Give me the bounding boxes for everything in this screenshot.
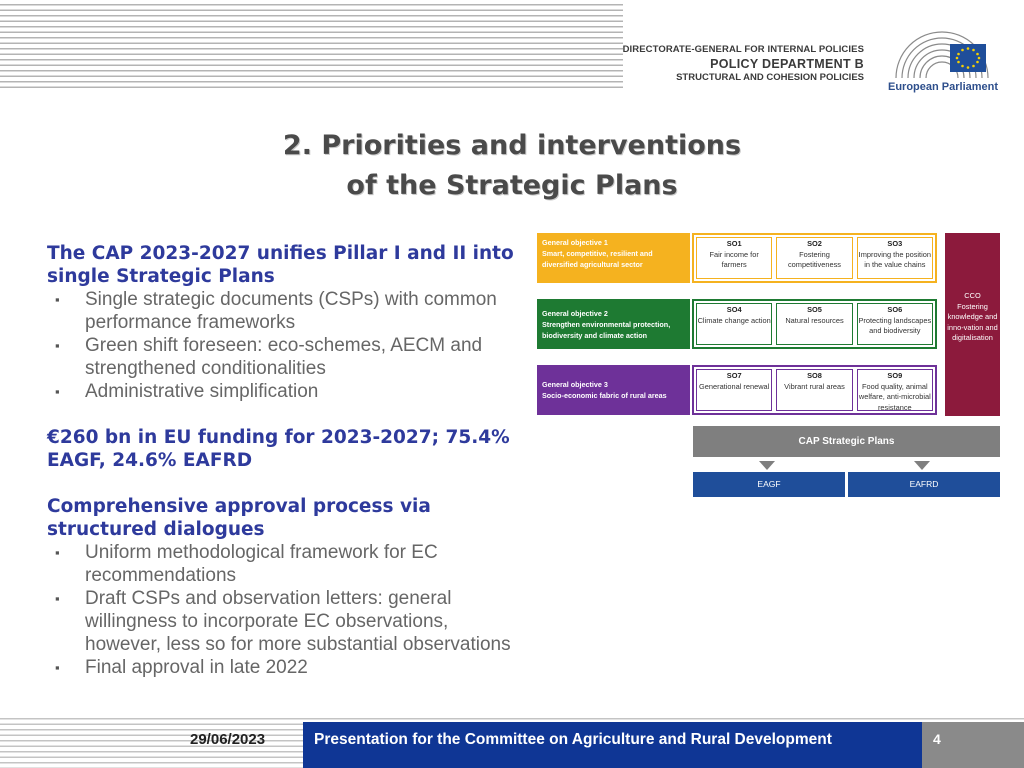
heading-funding: €260 bn in EU funding for 2023-2027; 75.4% EAGF, 24.6% EAFRD	[47, 427, 510, 471]
so-box: SO3 Improving the position in the value chains	[857, 237, 933, 279]
so-row-1	[692, 233, 937, 283]
page-number: 4	[922, 722, 1024, 768]
arrow-down-icon	[759, 461, 775, 470]
european-parliament-logo-icon	[892, 28, 992, 80]
footer-presentation-title: Presentation for the Committee on Agriculture and Rural Development	[303, 722, 922, 768]
so-box: SO2 Fostering competitiveness	[776, 237, 852, 279]
heading-approval: Comprehensive approval process via structured dialogues	[47, 496, 431, 540]
so-box: SO1 Fair income for farmers	[696, 237, 772, 279]
department-name: POLICY DEPARTMENT B	[710, 57, 864, 71]
arrow-down-icon	[914, 461, 930, 470]
header-stripes	[0, 0, 623, 88]
go2-title: General objective 2	[542, 309, 608, 318]
so-box: SO9 Food quality, animal welfare, anti-microbial resistance	[857, 369, 933, 411]
so-box: SO6 Protecting landscapes and biodiversity	[857, 303, 933, 345]
list-item: ▪ Administrative simplification	[47, 380, 517, 403]
institution-name: European Parliament	[888, 81, 999, 93]
so-box: SO7 Generational renewal	[696, 369, 772, 411]
bullet-list-3	[47, 541, 517, 679]
dg-line: DIRECTORATE-GENERAL FOR INTERNAL POLICIES	[622, 44, 864, 55]
department-sub: STRUCTURAL AND COHESION POLICIES	[676, 72, 864, 83]
slide-title	[0, 126, 1024, 206]
cco-code: CCO	[964, 291, 981, 300]
general-objective-1	[537, 233, 690, 283]
go3-text: Socio-economic fabric of rural areas	[542, 391, 667, 400]
general-objective-3	[537, 365, 690, 415]
list-item: ▪ Draft CSPs and observation letters: general willingness to incorporate EC observations, however, less so for more substantial observations	[47, 587, 517, 656]
left-content	[47, 242, 517, 679]
heading-cap-unifies: The CAP 2023-2027 unifies Pillar I and II into single Strategic Plans	[47, 243, 514, 287]
go2-text: Strengthen environmental protection, biodiversity and climate action	[542, 320, 671, 340]
so-box: SO5 Natural resources	[776, 303, 852, 345]
title-line-1: 2. Priorities and interventions	[282, 130, 742, 161]
cross-cutting-objective	[945, 233, 1000, 416]
go3-title: General objective 3	[542, 380, 608, 389]
title-line-2: of the Strategic Plans	[346, 170, 678, 201]
fund-eagf: EAGF	[693, 472, 845, 497]
list-item: ▪ Single strategic documents (CSPs) with common performance frameworks	[47, 288, 517, 334]
so-row-3	[692, 365, 937, 415]
footer-date: 29/06/2023	[190, 731, 266, 748]
go1-text: Smart, competitive, resilient and diversified agricultural sector	[542, 249, 653, 269]
cco-text: Fostering knowledge and inno-vation and digitalisation	[947, 301, 998, 342]
go1-title: General objective 1	[542, 238, 608, 247]
list-item: ▪ Uniform methodological framework for EC recommendations	[47, 541, 517, 587]
list-item: ▪ Final approval in late 2022	[47, 656, 517, 679]
so-box: SO8 Vibrant rural areas	[776, 369, 852, 411]
list-item: ▪ Green shift foreseen: eco-schemes, AECM and strengthened conditionalities	[47, 334, 517, 380]
fund-eafrd: EAFRD	[848, 472, 1000, 497]
so-box: SO4 Climate change action	[696, 303, 772, 345]
general-objective-2	[537, 299, 690, 349]
so-row-2	[692, 299, 937, 349]
bullet-list-1	[47, 288, 517, 403]
cap-strategic-plans-bar: CAP Strategic Plans	[693, 426, 1000, 457]
